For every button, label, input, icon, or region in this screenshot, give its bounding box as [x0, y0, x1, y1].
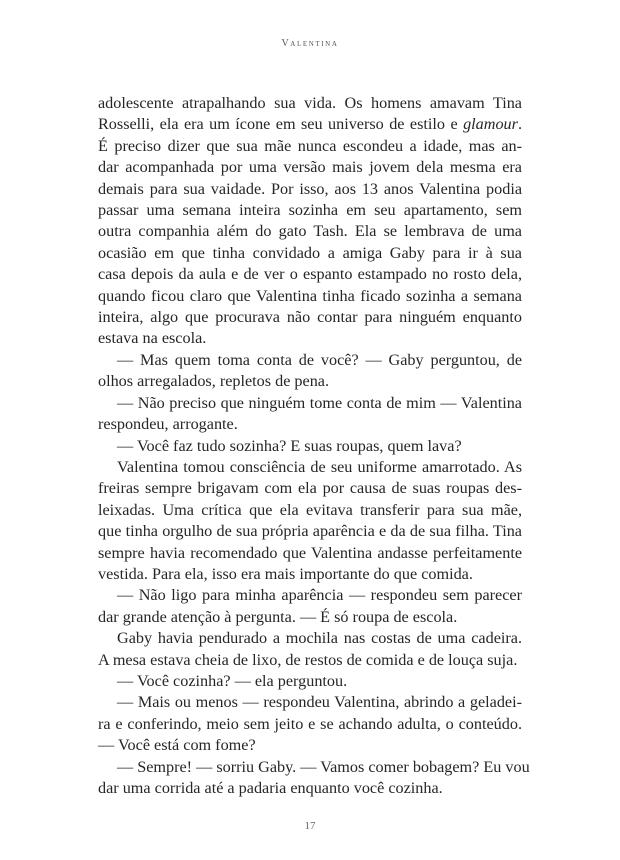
text-line: outra companhia além do gato Tash. Ela se lembrava de uma [98, 222, 522, 241]
text-line: — Você cozinha? — ela perguntou. [117, 671, 348, 690]
text-line: ocasião em que tinha convidado a amiga Gaby para ir à sua [98, 243, 522, 262]
text-line: Rosselli, ela era um ícone em seu universo de estilo e glamour. [98, 115, 522, 134]
text-line: É preciso dizer que sua mãe nunca escondeu a idade, mas an- [98, 136, 522, 155]
text-line: — Mais ou menos — respondeu Valentina, abrindo a geladei- [117, 693, 522, 712]
text-line: A mesa estava cheia de lixo, de restos de comida e de louça suja. [98, 650, 518, 669]
text-line: — Não preciso que ninguém tome conta de mim — Valentina [117, 393, 522, 412]
text-line: casa depois da aula e de ver o espanto estampado no rosto dela, [98, 265, 522, 284]
body-text [98, 93, 530, 799]
text-line: — Sempre! — sorriu Gaby. — Vamos comer bobagem? Eu vou [117, 757, 530, 776]
text-line: passar uma semana inteira sozinha em seu apartamento, sem [98, 201, 522, 220]
text-line: Gaby havia pendurado a mochila nas costas de uma cadeira. [117, 629, 522, 648]
text-line: dar uma corrida até a padaria enquanto você cozinha. [98, 779, 443, 797]
text-line: demais para sua vaidade. Por isso, aos 13 anos Valentina podia [98, 179, 522, 198]
text-line: — Você está com fome? [98, 736, 256, 755]
text-line: ra e conferindo, meio sem jeito e se achando adulta, o conteúdo. [98, 714, 522, 733]
text-line: freiras sempre brigavam com ela por causa de suas roupas des- [98, 479, 522, 498]
text-line: dar grande atenção à pergunta. — É só roupa de escola. [98, 607, 458, 626]
text-line: leixadas. Uma crítica que ela evitava transferir para sua mãe, [98, 500, 522, 519]
text-line: adolescente atrapalhando sua vida. Os homens amavam Tina [98, 94, 522, 112]
text-line: Valentina tomou consciência de seu uniforme amarrotado. As [117, 457, 522, 476]
text-line: vestida. Para ela, isso era mais importante do que comida. [98, 564, 473, 583]
running-header: Valentina [281, 38, 339, 49]
text-line: — Não ligo para minha aparência — respondeu sem parecer [117, 586, 522, 605]
text-line: olhos arregalados, repletos de pena. [98, 372, 330, 391]
text-line: estava na escola. [98, 329, 207, 348]
italic-word: glamour [463, 115, 518, 134]
text-line: respondeu, arrogante. [98, 415, 238, 434]
text-line: quando ficou claro que Valentina tinha ficado sozinha a semana [98, 286, 522, 305]
text-line: — Mas quem toma conta de você? — Gaby perguntou, de [117, 350, 522, 369]
text-line: que tinha orgulho de sua própria aparência e da de sua filha. Tina [98, 522, 522, 541]
text-line: — Você faz tudo sozinha? E suas roupas, quem lava? [117, 436, 462, 455]
text-line: sempre havia recomendado que Valentina andasse perfeitamente [98, 543, 522, 562]
page-number: 17 [304, 820, 316, 832]
text-line: dar acompanhada por uma versão mais jovem dela mesma era [98, 158, 522, 177]
text-line: inteira, algo que procurava não contar para ninguém enquanto [98, 308, 522, 327]
